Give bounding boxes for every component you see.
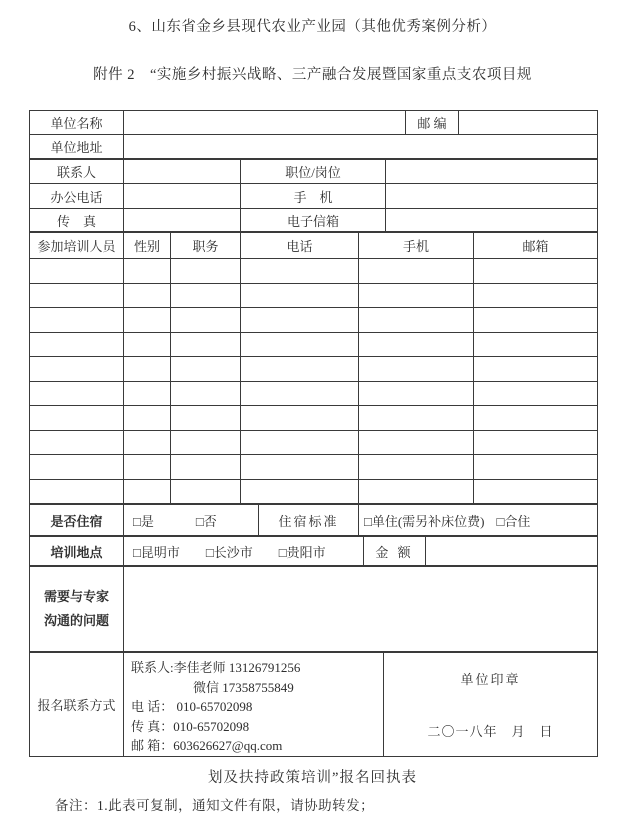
participant-gender-cell (124, 259, 171, 284)
participant-gender-cell (124, 480, 171, 505)
participant-email-cell (474, 333, 598, 358)
email-input-cell (386, 209, 598, 232)
participant-row (30, 259, 598, 284)
participant-email-cell (474, 382, 598, 407)
mobile-input-cell (386, 184, 598, 209)
accommodation-yes-checkbox: □是 (133, 513, 154, 529)
seal-cell (384, 652, 598, 757)
participant-name-cell (30, 480, 124, 505)
participant-row (30, 455, 598, 480)
questions-input-cell (124, 566, 598, 652)
participant-mobile-cell (359, 308, 474, 333)
location-label: 培训地点 (30, 536, 124, 566)
participant-email-cell (474, 259, 598, 284)
participant-name-cell (30, 308, 124, 333)
participant-phone-cell (241, 333, 359, 358)
participant-name-cell (30, 406, 124, 431)
participant-title-cell (171, 259, 241, 284)
participant-gender-cell (124, 284, 171, 309)
participant-phone-cell (241, 308, 359, 333)
participant-header-name: 参加培训人员 (30, 232, 124, 259)
participant-email-cell (474, 431, 598, 456)
participant-title-cell (171, 480, 241, 505)
contact-label: 联系人 (30, 159, 124, 184)
participant-gender-cell (124, 357, 171, 382)
participant-name-cell (30, 431, 124, 456)
office-phone-label: 办公电话 (30, 184, 124, 209)
email-line: 邮 箱：603626627@qq.com (131, 738, 283, 753)
participant-mobile-cell (359, 480, 474, 505)
participant-mobile-cell (359, 259, 474, 284)
location-changsha-checkbox: □长沙市 (205, 544, 253, 560)
participant-email-cell (474, 406, 598, 431)
participant-mobile-cell (359, 357, 474, 382)
accommodation-options-cell (124, 504, 259, 536)
remark-note: 备注：1.此表可复制，通知文件有限，请协助转发； (55, 798, 375, 813)
participant-mobile-cell (359, 382, 474, 407)
unit-seal-label: 单位印章 (460, 672, 521, 687)
participant-title-cell (171, 357, 241, 382)
participant-email-cell (474, 357, 598, 382)
participant-row (30, 308, 598, 333)
participant-phone-cell (241, 382, 359, 407)
shared-room-checkbox: □合住 (496, 513, 531, 529)
participant-name-cell (30, 382, 124, 407)
participant-mobile-cell (359, 406, 474, 431)
participant-gender-cell (124, 455, 171, 480)
unit-address-input-cell (124, 135, 598, 159)
date-line: 二〇一八年 月 日 (427, 723, 554, 739)
participant-header-title: 职务 (171, 232, 241, 259)
position-input-cell (386, 159, 598, 184)
location-row (30, 536, 598, 566)
participant-header-row (30, 232, 598, 259)
fax-label: 传 真 (30, 209, 124, 232)
accommodation-standard-label: 住宿标准 (259, 504, 359, 536)
registration-form-table (29, 110, 598, 757)
unit-name-label: 单位名称 (30, 111, 124, 135)
questions-label-line2: 沟通的问题 (43, 613, 109, 628)
participant-title-cell (171, 455, 241, 480)
amount-input-cell (426, 536, 598, 566)
participant-name-cell (30, 333, 124, 358)
participant-phone-cell (241, 284, 359, 309)
participant-row (30, 480, 598, 505)
case-heading: 6、山东省金乡县现代农业产业园（其他优秀案例分析） (128, 19, 497, 35)
participant-row (30, 382, 598, 407)
participant-title-cell (171, 431, 241, 456)
fax-input-cell (124, 209, 241, 232)
accommodation-type-cell (359, 504, 598, 536)
unit-address-row (30, 135, 598, 159)
questions-label (30, 566, 124, 652)
registration-contact-info (124, 652, 384, 757)
phone-line: 电 话： 010-65702098 (131, 699, 253, 714)
participant-row (30, 357, 598, 382)
questions-row (30, 566, 598, 652)
position-label: 职位/岗位 (241, 159, 386, 184)
participant-mobile-cell (359, 455, 474, 480)
participant-row (30, 431, 598, 456)
participant-title-cell (171, 406, 241, 431)
participant-title-cell (171, 308, 241, 333)
wechat-line: 微信 17358755849 (193, 679, 294, 695)
participant-header-email: 邮箱 (474, 232, 598, 259)
participant-email-cell (474, 308, 598, 333)
contact-input-cell (124, 159, 241, 184)
postcode-input-cell (459, 111, 598, 135)
contact-row (30, 159, 598, 184)
registration-contact-label: 报名联系方式 (30, 652, 124, 757)
participant-gender-cell (124, 308, 171, 333)
participant-email-cell (474, 284, 598, 309)
participant-name-cell (30, 455, 124, 480)
fax-line: 传 真：010-65702098 (131, 718, 250, 734)
participant-row (30, 333, 598, 358)
participant-row (30, 406, 598, 431)
location-options-cell (124, 536, 364, 566)
amount-label: 金 额 (364, 536, 426, 566)
participant-gender-cell (124, 382, 171, 407)
contact-person-line: 联系人:李佳老师 13126791256 (131, 660, 301, 675)
form-title-continuation: 划及扶持政策培训”报名回执表 (208, 770, 417, 786)
accommodation-no-checkbox: □否 (195, 513, 217, 529)
accommodation-row (30, 504, 598, 536)
unit-name-input-cell (124, 111, 406, 135)
participant-email-cell (474, 455, 598, 480)
email-label: 电子信箱 (241, 209, 386, 232)
participant-phone-cell (241, 455, 359, 480)
participant-email-cell (474, 480, 598, 505)
participant-phone-cell (241, 480, 359, 505)
location-kunming-checkbox: □昆明市 (133, 544, 180, 560)
participant-phone-cell (241, 357, 359, 382)
participant-mobile-cell (359, 431, 474, 456)
participant-header-gender: 性别 (124, 232, 171, 259)
office-phone-row (30, 184, 598, 209)
mobile-label: 手 机 (241, 184, 386, 209)
participant-title-cell (171, 284, 241, 309)
questions-label-line1: 需要与专家 (43, 589, 109, 604)
participant-title-cell (171, 382, 241, 407)
location-guiyang-checkbox: □贵阳市 (278, 544, 326, 560)
participant-gender-cell (124, 406, 171, 431)
participant-row (30, 284, 598, 309)
participant-phone-cell (241, 406, 359, 431)
postcode-label: 邮 编 (406, 111, 459, 135)
participant-name-cell (30, 284, 124, 309)
attachment-title: 附件 2 “实施乡村振兴战略、三产融合发展暨国家重点支农项目规 (93, 67, 532, 83)
participant-title-cell (171, 333, 241, 358)
participant-phone-cell (241, 259, 359, 284)
unit-name-row (30, 111, 598, 135)
participant-phone-cell (241, 431, 359, 456)
accommodation-label: 是否住宿 (30, 504, 124, 536)
unit-address-label: 单位地址 (30, 135, 124, 159)
participant-name-cell (30, 259, 124, 284)
registration-contact-row (30, 652, 598, 757)
participant-mobile-cell (359, 333, 474, 358)
single-room-checkbox: □单住(需另补床位费) (364, 513, 485, 529)
participant-gender-cell (124, 431, 171, 456)
participant-header-phone: 电话 (241, 232, 359, 259)
fax-row (30, 209, 598, 232)
participant-name-cell (30, 357, 124, 382)
participant-mobile-cell (359, 284, 474, 309)
participant-header-mobile: 手机 (359, 232, 474, 259)
participant-gender-cell (124, 333, 171, 358)
office-phone-input-cell (124, 184, 241, 209)
